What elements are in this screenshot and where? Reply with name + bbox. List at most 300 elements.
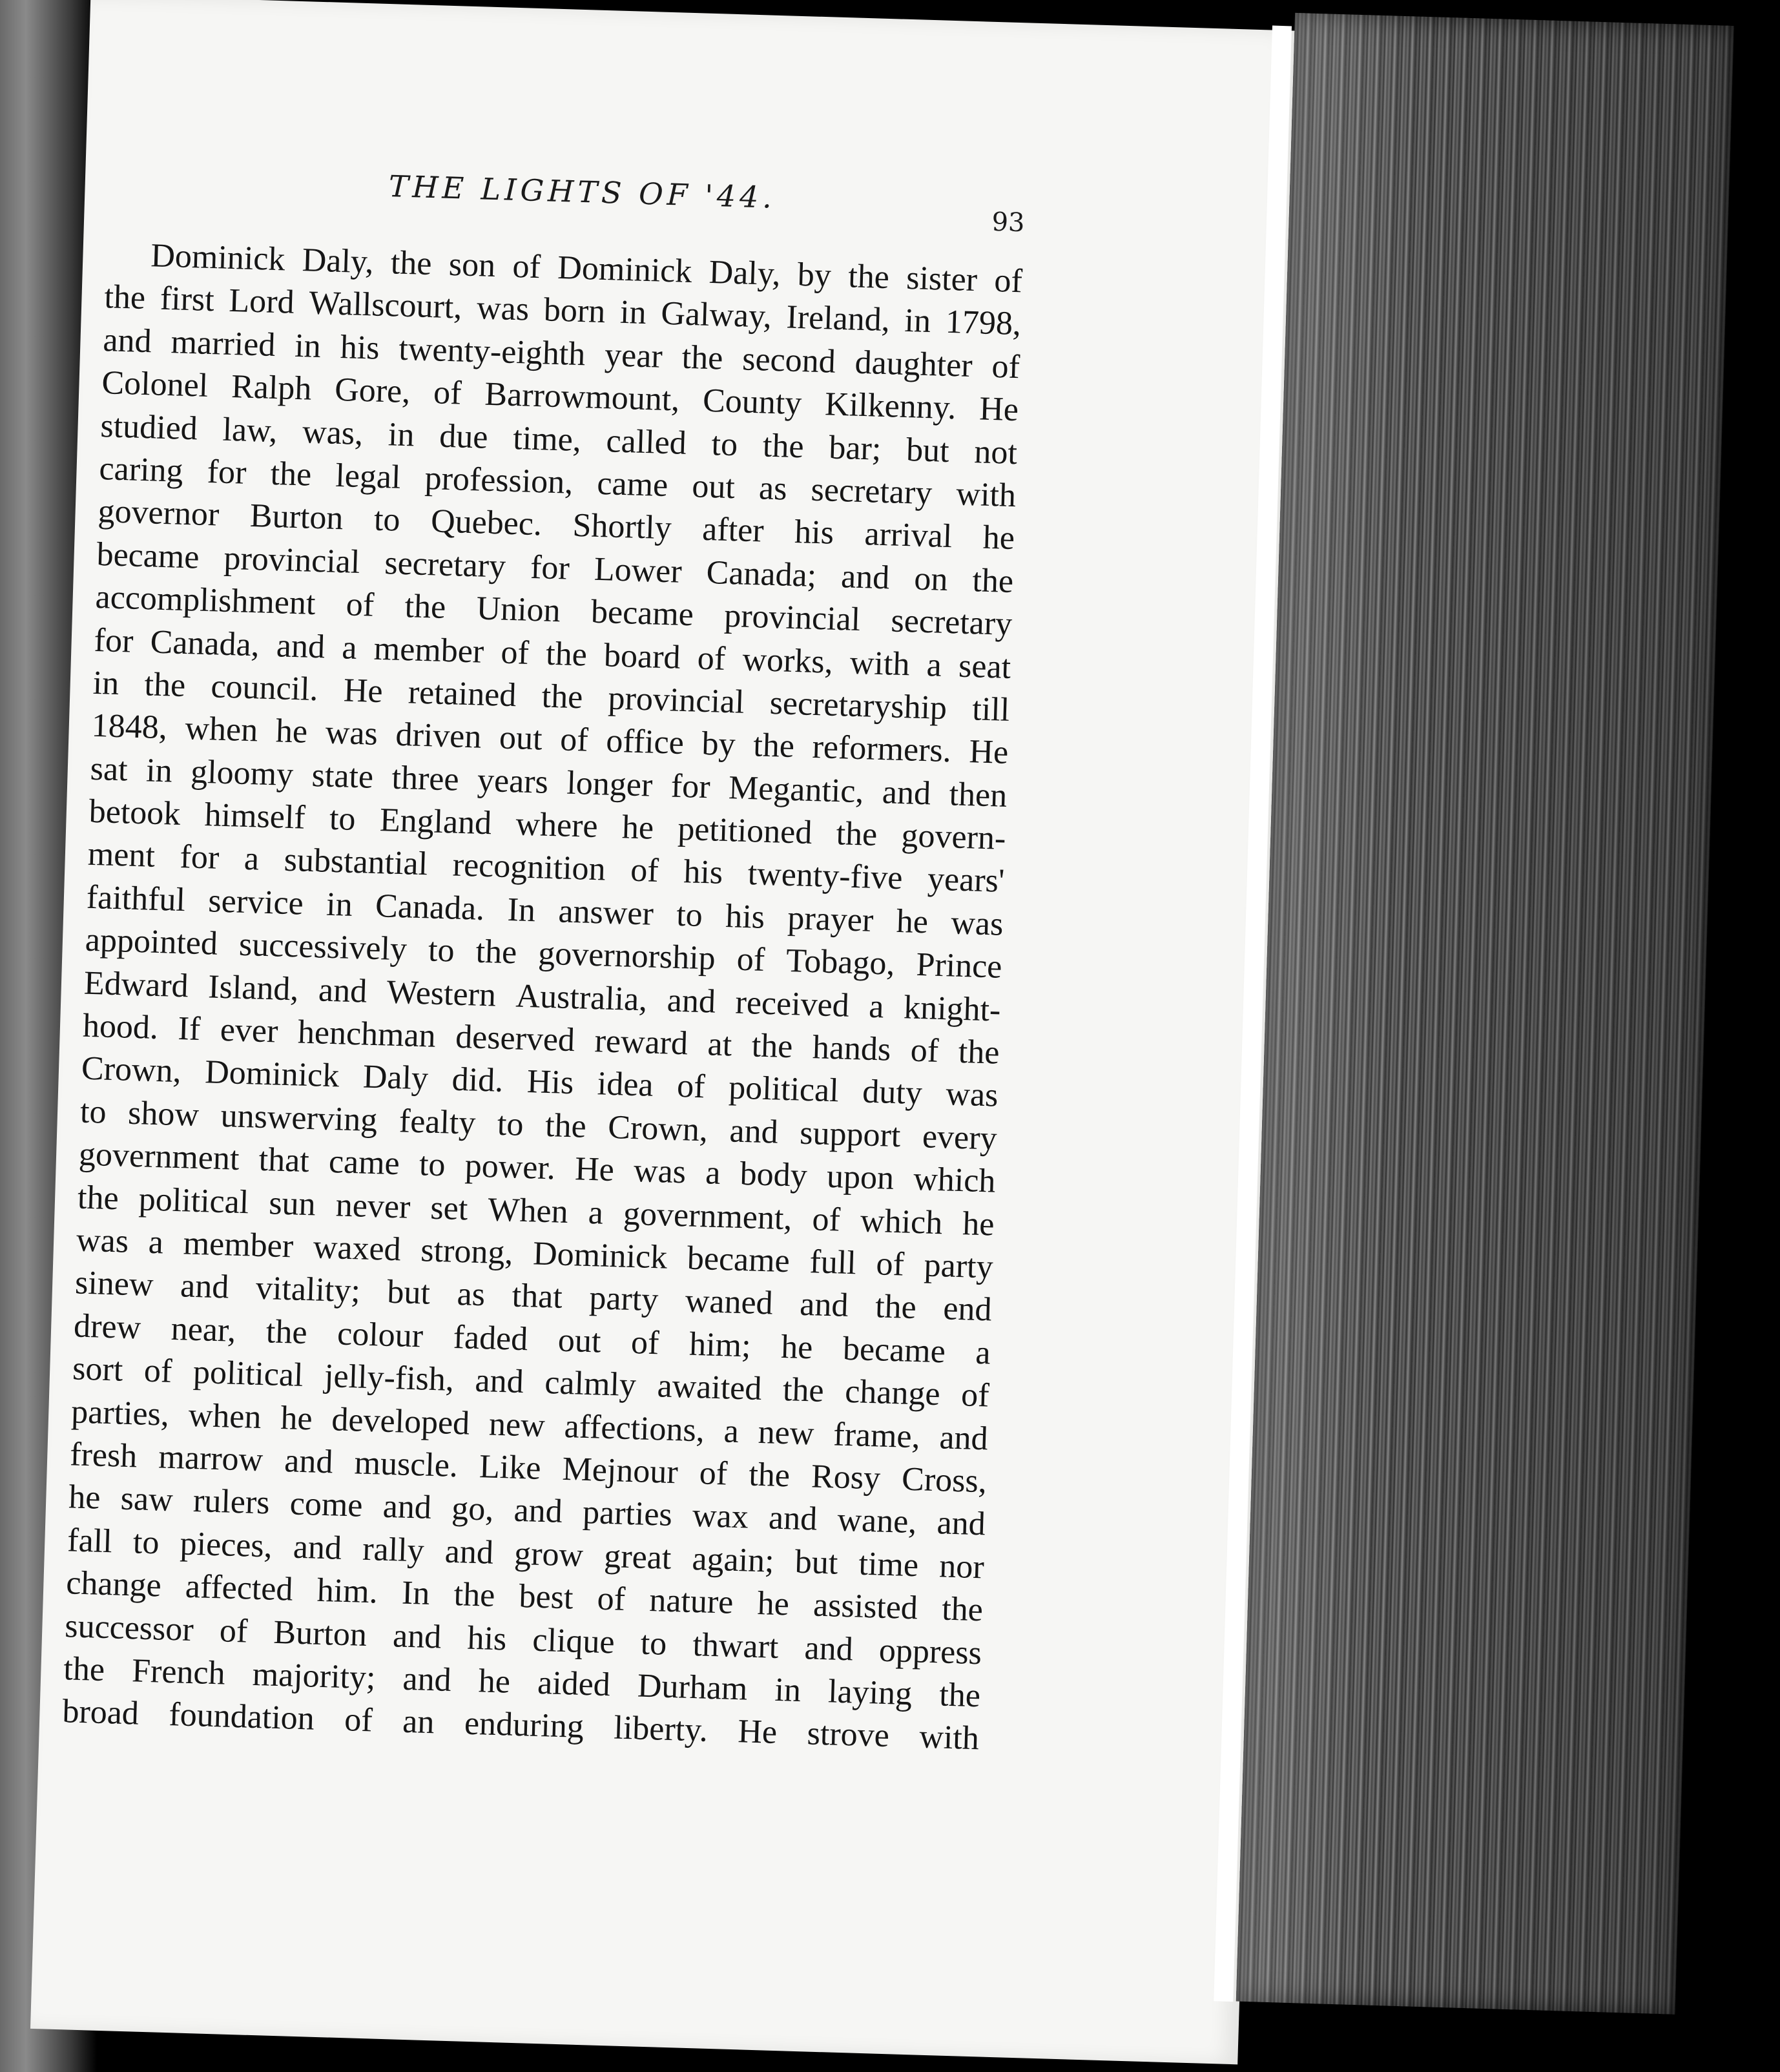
word: the — [681, 338, 724, 377]
word: Durham — [637, 1667, 749, 1708]
word: the — [847, 258, 890, 296]
word: by — [701, 725, 736, 763]
word: of — [993, 262, 1023, 300]
word: of — [512, 247, 541, 286]
word: rally — [362, 1530, 425, 1570]
word: strove — [806, 1715, 890, 1755]
word: and — [382, 1488, 432, 1527]
word: end — [942, 1290, 993, 1329]
word: which — [860, 1202, 944, 1241]
word: to — [329, 800, 357, 838]
word: was — [633, 1152, 687, 1191]
word: twenty-eighth — [398, 330, 586, 373]
word: political — [192, 1354, 304, 1394]
word: recognition — [452, 846, 606, 888]
word: son — [448, 245, 497, 285]
word: and — [392, 1617, 442, 1655]
word: Wallscourt, — [308, 284, 463, 326]
word: liberty. — [613, 1709, 709, 1750]
word: time, — [512, 419, 582, 459]
word: he — [280, 1399, 313, 1437]
word: grow — [513, 1535, 584, 1574]
word: legal — [335, 457, 402, 496]
word: great — [603, 1537, 672, 1577]
word: of — [960, 1376, 990, 1414]
word: bar; — [828, 429, 882, 468]
word: the — [750, 1027, 794, 1066]
word: when — [184, 710, 259, 749]
word: daughter — [854, 344, 973, 384]
word: called — [605, 422, 687, 462]
word: wane, — [836, 1501, 918, 1541]
word: Lord — [228, 282, 295, 322]
word: for — [530, 548, 570, 587]
word: on — [913, 560, 949, 598]
word: the — [782, 1371, 825, 1410]
word: his — [794, 513, 834, 552]
word: to — [640, 1624, 668, 1663]
word: his — [466, 1619, 508, 1657]
word: of — [697, 639, 727, 678]
word: oppress — [878, 1632, 982, 1672]
word: his — [339, 328, 380, 367]
word: accomplishment — [94, 579, 316, 623]
word: Australia, — [515, 977, 648, 1019]
word: was — [325, 714, 378, 753]
body-text — [62, 233, 1023, 1761]
word: the — [752, 727, 795, 765]
word: developed — [331, 1400, 470, 1442]
word: of — [811, 1200, 841, 1239]
word: Quebec. — [430, 502, 543, 543]
word: Ireland, — [785, 298, 891, 339]
word: gloomy — [190, 753, 294, 793]
word: assisted — [812, 1586, 918, 1627]
word: He — [343, 672, 384, 710]
word: Shortly — [572, 507, 672, 547]
word: He — [737, 1713, 778, 1752]
word: born — [543, 291, 606, 331]
word: of — [596, 1580, 626, 1619]
word: and — [803, 1629, 854, 1668]
word: profession, — [424, 459, 574, 501]
word: French — [131, 1652, 226, 1692]
word: a — [705, 1154, 721, 1192]
word: as — [758, 470, 788, 508]
word: but — [386, 1274, 431, 1312]
word: ever — [220, 1011, 279, 1050]
word: governor — [97, 493, 220, 534]
word: and — [180, 1267, 230, 1306]
word: He — [978, 390, 1019, 429]
word: duty — [862, 1073, 923, 1112]
word: to — [497, 1105, 524, 1143]
word: time — [858, 1545, 919, 1584]
word: new — [757, 1413, 815, 1453]
word: marrow — [158, 1438, 264, 1479]
word: secretary — [810, 471, 933, 512]
word: the — [958, 1033, 1000, 1072]
word: the — [941, 1590, 984, 1629]
word: which — [913, 1161, 997, 1200]
word: secretaryship — [769, 684, 947, 727]
word: Canada. — [375, 887, 485, 927]
word: a — [975, 1334, 991, 1372]
word: provincial — [223, 539, 361, 581]
word: of — [559, 721, 589, 759]
word: the — [265, 1313, 308, 1351]
word: of — [500, 634, 530, 672]
word: parties — [582, 1494, 673, 1534]
word: reformers. — [811, 729, 952, 770]
word: with — [918, 1718, 980, 1757]
word: came — [328, 1143, 400, 1183]
word: political — [728, 1069, 840, 1110]
word: of — [346, 586, 375, 624]
word: governorship — [537, 935, 716, 977]
word: the — [143, 666, 187, 704]
word: till — [971, 690, 1011, 729]
word: in — [92, 664, 120, 702]
word: first — [160, 280, 215, 319]
word: drew — [73, 1307, 142, 1347]
word: state — [311, 756, 374, 796]
word: fall — [67, 1521, 113, 1560]
word: Daly, — [302, 242, 375, 281]
word: and — [284, 1442, 334, 1481]
word: enduring — [464, 1704, 585, 1746]
word: strong, — [420, 1232, 514, 1272]
word: calmly — [544, 1364, 637, 1404]
word: go, — [451, 1490, 495, 1529]
word: out — [499, 719, 543, 758]
word: longer — [566, 764, 654, 804]
word: he — [780, 1328, 814, 1367]
word: sinew — [74, 1264, 154, 1304]
word: England — [379, 802, 493, 842]
word: a — [588, 1194, 604, 1232]
word: broad — [61, 1693, 140, 1732]
word: Crown, — [81, 1050, 182, 1090]
word: and — [840, 557, 891, 597]
word: and — [444, 1533, 494, 1571]
word: secretary — [384, 544, 506, 585]
word: every — [922, 1118, 998, 1157]
word: petitioned — [677, 810, 813, 852]
word: and — [938, 1418, 989, 1457]
word: out — [557, 1321, 602, 1360]
word: a — [243, 840, 260, 878]
word: support — [799, 1114, 902, 1155]
word: fealty — [398, 1103, 477, 1142]
word: studied — [99, 407, 198, 448]
word: in — [145, 752, 173, 790]
word: Canada, — [149, 623, 260, 663]
word: and — [102, 321, 152, 360]
word: out — [691, 468, 736, 506]
word: he — [896, 902, 929, 941]
word: County — [702, 382, 803, 422]
word: the — [938, 1676, 981, 1715]
word: to — [79, 1093, 107, 1131]
word: govern- — [900, 817, 1007, 857]
word: the — [103, 278, 146, 317]
word: in — [619, 294, 647, 332]
word: and — [513, 1492, 563, 1531]
word: became — [842, 1330, 946, 1371]
word: set — [429, 1189, 469, 1227]
word: did. — [451, 1061, 504, 1100]
word: foundation — [168, 1696, 315, 1737]
word: in — [774, 1671, 802, 1709]
word: for — [206, 453, 247, 492]
word: of — [676, 1068, 706, 1106]
running-head: THE LIGHTS OF '44. — [388, 169, 776, 215]
word: reward — [594, 1022, 688, 1062]
word: Edward — [83, 964, 189, 1005]
word: a — [868, 988, 885, 1026]
word: was — [76, 1221, 129, 1260]
word: became — [96, 535, 200, 576]
book-page — [30, 0, 1298, 2064]
word: Cross, — [901, 1460, 988, 1500]
word: and — [293, 1528, 342, 1567]
word: a — [341, 628, 358, 667]
word: nor — [938, 1548, 985, 1586]
word: If — [177, 1010, 202, 1048]
word: after — [701, 511, 765, 550]
word: parties, — [70, 1393, 170, 1433]
word: political — [138, 1180, 250, 1221]
word: idea — [597, 1065, 654, 1104]
word: Lower — [594, 550, 683, 590]
word: years' — [927, 860, 1006, 900]
word: he — [275, 712, 308, 751]
word: Tobago, — [785, 942, 896, 983]
word: Dominick — [150, 237, 286, 278]
word: 1798, — [945, 304, 1022, 343]
word: sat — [90, 750, 129, 789]
word: He — [968, 733, 1009, 772]
word: to — [710, 425, 738, 463]
word: best — [518, 1578, 574, 1617]
word: He — [574, 1150, 615, 1189]
word: muscle. — [353, 1444, 459, 1485]
word: member — [182, 1225, 294, 1265]
word: became — [687, 1239, 791, 1280]
word: of — [630, 1323, 660, 1362]
word: was — [945, 1075, 999, 1115]
word: body — [739, 1155, 808, 1195]
word: of — [630, 852, 659, 890]
word: provincial — [607, 679, 745, 721]
word: second — [741, 340, 836, 380]
word: appointed — [85, 921, 218, 962]
word: When — [487, 1190, 569, 1230]
word: himself — [203, 796, 306, 836]
word: hood. — [82, 1007, 159, 1047]
word: that — [258, 1141, 310, 1180]
word: clique — [532, 1621, 616, 1661]
word: Burton — [273, 1613, 367, 1653]
word: not — [973, 433, 1018, 471]
word: change — [65, 1564, 162, 1604]
word: and — [882, 773, 931, 813]
word: laying — [827, 1673, 913, 1713]
word: majority; — [251, 1655, 377, 1697]
word: the — [453, 1576, 496, 1615]
word: affected — [185, 1568, 294, 1608]
word: thwart — [692, 1626, 780, 1666]
word: seat — [958, 647, 1011, 686]
word: the — [404, 588, 447, 627]
word: he — [621, 809, 654, 847]
word: Barrowmount, — [484, 375, 681, 419]
word: faded — [452, 1318, 529, 1358]
word: unswerving — [220, 1097, 378, 1139]
word: party — [588, 1279, 659, 1319]
word: successor — [64, 1607, 194, 1648]
word: then — [948, 775, 1008, 814]
word: the — [541, 678, 584, 716]
word: Dominick — [204, 1053, 340, 1095]
word: and — [936, 1504, 986, 1543]
word: waxed — [313, 1228, 402, 1269]
word: secretary — [890, 602, 1013, 643]
word: and — [402, 1660, 452, 1699]
word: awaited — [656, 1367, 763, 1408]
word: aided — [537, 1664, 611, 1704]
word: to — [373, 501, 401, 539]
word: married — [170, 323, 276, 364]
word: Megantic, — [728, 769, 865, 810]
word: faithful — [86, 878, 186, 919]
word: works, — [741, 641, 834, 681]
word: the — [874, 1288, 917, 1327]
word: his — [683, 853, 723, 892]
word: three — [391, 759, 460, 798]
word: but — [794, 1543, 839, 1582]
word: and — [667, 982, 716, 1020]
word: waned — [685, 1282, 774, 1322]
word: Dominick — [557, 249, 693, 291]
word: Crown, — [607, 1108, 709, 1149]
word: Burton — [249, 497, 344, 537]
word: his — [725, 897, 765, 936]
word: change — [844, 1373, 941, 1413]
word: Gore, — [334, 371, 411, 411]
word: Like — [479, 1448, 542, 1487]
word: the — [971, 561, 1014, 600]
word: near, — [171, 1310, 237, 1349]
word: to — [419, 1146, 446, 1184]
word: answer — [557, 893, 654, 933]
word: the — [63, 1650, 105, 1688]
word: for — [670, 767, 711, 805]
word: that — [511, 1277, 563, 1316]
word: Daly — [362, 1058, 429, 1097]
word: rulers — [192, 1482, 271, 1522]
word: prayer — [787, 899, 874, 939]
word: party — [923, 1247, 994, 1286]
word: government, — [623, 1195, 793, 1237]
word: the — [269, 455, 313, 493]
word: he — [756, 1585, 790, 1623]
word: but — [906, 431, 950, 470]
word: driven — [395, 716, 482, 756]
word: full — [809, 1243, 857, 1282]
page-number: 93 — [991, 207, 1026, 238]
word: of — [433, 374, 462, 412]
word: henchman — [297, 1013, 437, 1055]
word: member — [373, 630, 485, 670]
word: he — [982, 519, 1015, 557]
word: a — [148, 1223, 164, 1261]
word: the — [390, 244, 433, 283]
word: come — [289, 1485, 364, 1525]
word: Galway, — [660, 295, 772, 336]
word: was — [950, 904, 1004, 943]
word: in — [904, 302, 931, 340]
book-fore-edge — [1236, 13, 1734, 2015]
word: In — [401, 1574, 431, 1613]
word: of — [219, 1611, 249, 1650]
word: and — [768, 1499, 818, 1538]
word: at — [707, 1026, 732, 1064]
word: year — [604, 336, 663, 375]
word: jelly-fish, — [324, 1358, 455, 1399]
word: sister — [906, 259, 978, 299]
word: Ralph — [231, 368, 313, 408]
word: the — [545, 635, 588, 674]
word: affections, — [563, 1407, 705, 1449]
word: Rosy — [811, 1458, 881, 1497]
word: an — [402, 1703, 435, 1741]
word: upon — [826, 1158, 895, 1197]
word: office — [605, 722, 685, 762]
word: the — [544, 1106, 587, 1145]
word: and — [799, 1286, 849, 1325]
word: Canada; — [705, 554, 817, 594]
word: with — [849, 644, 911, 683]
word: law, — [222, 411, 278, 450]
word: due — [439, 417, 489, 456]
word: received — [734, 984, 850, 1024]
word: with — [955, 475, 1017, 515]
word: the — [762, 427, 805, 465]
word: vitality; — [255, 1270, 361, 1310]
word: in — [388, 415, 415, 453]
word: Prince — [915, 946, 1003, 986]
word: and — [474, 1362, 524, 1401]
word: colour — [336, 1315, 424, 1355]
word: of — [736, 940, 765, 979]
word: where — [515, 805, 599, 845]
word: him. — [316, 1571, 378, 1611]
word: of — [699, 1455, 729, 1493]
word: by — [797, 256, 832, 295]
word: caring — [98, 450, 184, 490]
word: new — [488, 1405, 546, 1444]
word: pieces, — [179, 1525, 273, 1565]
word: Kilkenny. — [824, 386, 957, 427]
word: sun — [268, 1184, 316, 1223]
word: a — [723, 1412, 740, 1450]
word: hands — [812, 1029, 892, 1068]
word: Union — [475, 590, 561, 630]
word: the — [748, 1456, 791, 1495]
word: to — [676, 896, 703, 934]
